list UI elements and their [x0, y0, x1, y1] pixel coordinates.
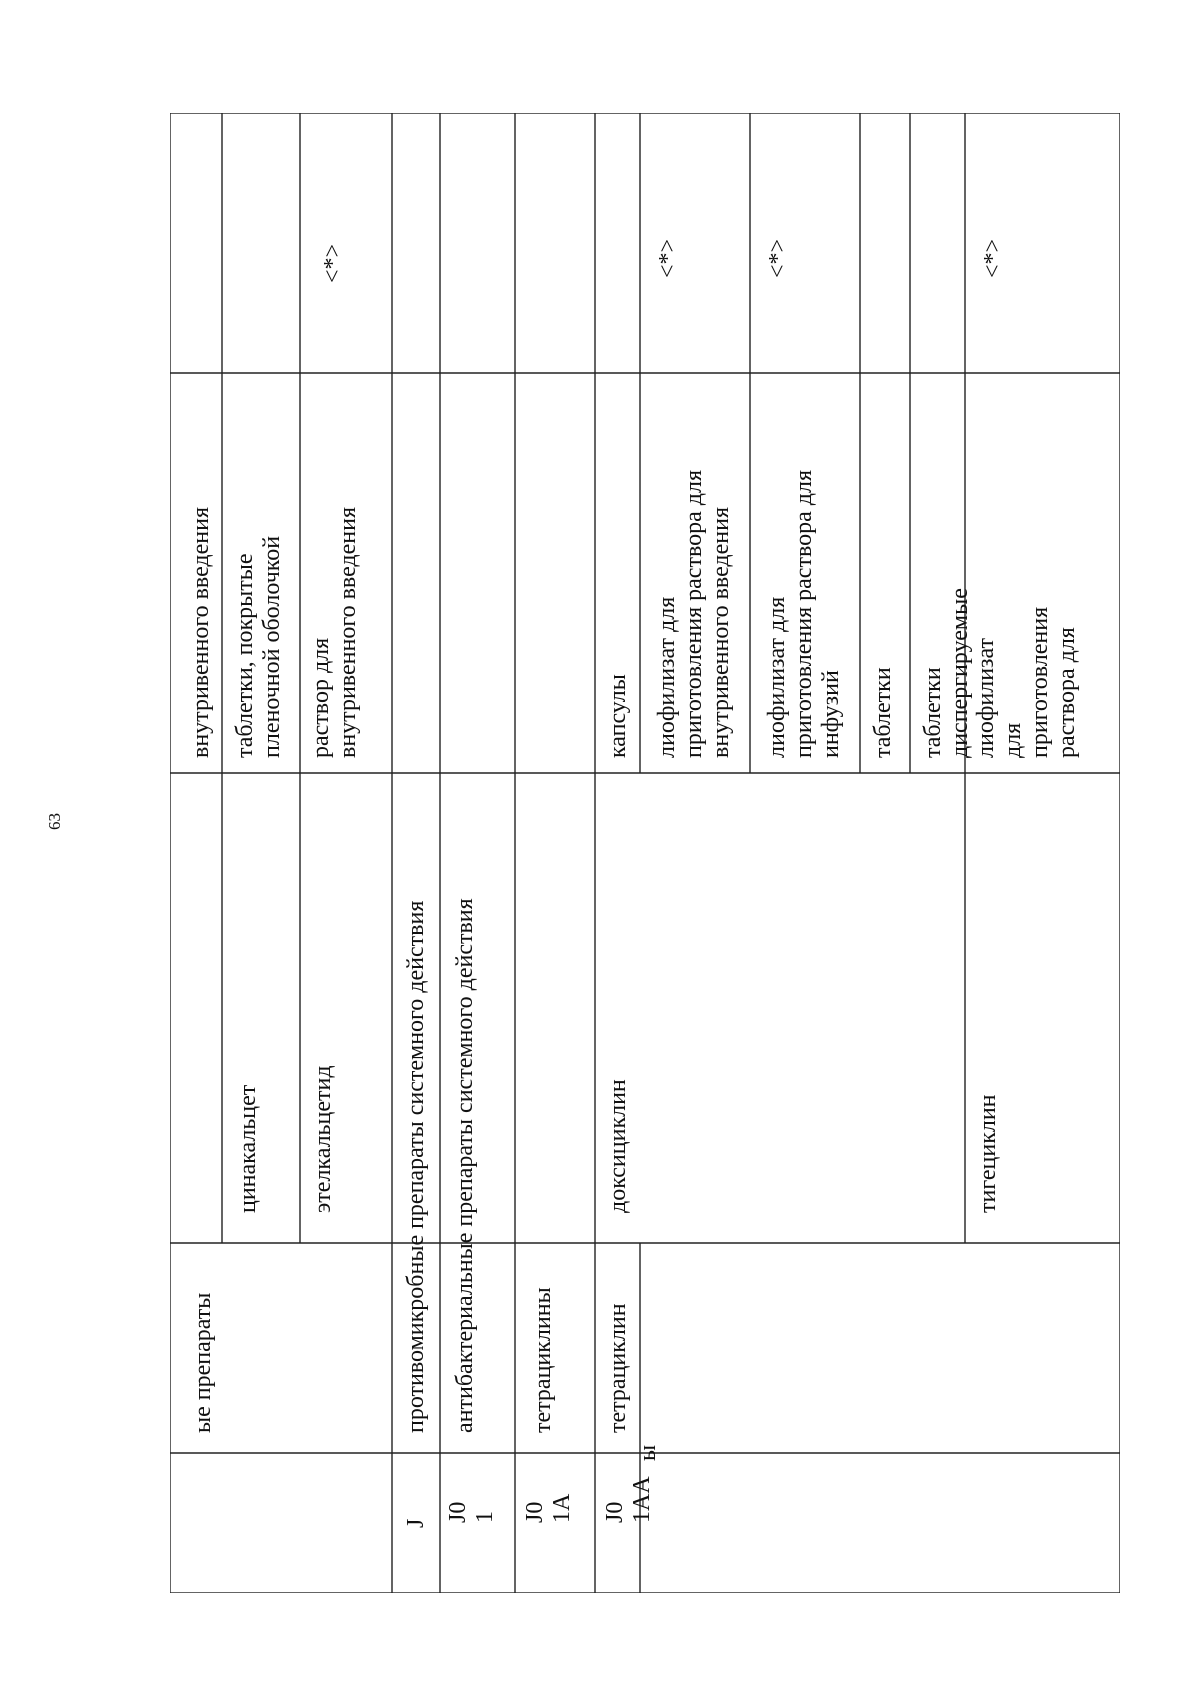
tigecycline-name: тигециклин: [975, 1094, 1001, 1213]
tigecycline-mark: <*>: [980, 238, 1006, 278]
code-J: J: [403, 1518, 429, 1528]
doxycycline-name: доксициклин: [605, 1079, 631, 1213]
medication-table: [170, 113, 1120, 1593]
group-J01AA-title: тетрациклин: [605, 1303, 631, 1433]
group-J01-title: антибактериальные препараты системного действия: [452, 898, 478, 1433]
doxycycline-form-1: капсулы: [605, 674, 631, 758]
cinacalcet-name: цинакальцет: [235, 1084, 261, 1213]
doxycycline-mark-2: <*>: [655, 238, 681, 278]
group-J-title: противомикробные препараты системного действия: [403, 900, 429, 1433]
doxycycline-form-4: таблетки: [870, 667, 896, 758]
page-number: 63: [45, 813, 64, 830]
code-J01: J0 1: [445, 1501, 498, 1523]
doxycycline-form-2: лиофилизат для приготовления раствора для внутривенного введения: [654, 470, 734, 758]
stray-fragment: ы: [635, 1444, 661, 1461]
code-J01A: J0 1A: [522, 1493, 575, 1523]
etelcalcetide-mark: <*>: [320, 243, 346, 283]
doxycycline-form-5: таблетки диспергируемые: [920, 588, 973, 758]
group-J01A-title: тетрациклины: [530, 1287, 556, 1433]
doxycycline-form-3: лиофилизат для приготовления раствора для инфузий: [764, 470, 844, 758]
tigecycline-form: лиофилизат для приготовления раствора для: [973, 606, 1080, 758]
form-tail-text: внутривенного введения: [188, 506, 214, 758]
code-J01AA: J0 1AA: [602, 1476, 655, 1523]
group-tail-text: ые препараты: [190, 1292, 216, 1433]
doxycycline-mark-3: <*>: [765, 238, 791, 278]
etelcalcetide-form: раствор для внутривенного введения: [308, 506, 361, 758]
cinacalcet-form: таблетки, покрытые пленочной оболочкой: [232, 535, 285, 758]
table-grid-lines: [170, 113, 1120, 1593]
etelcalcetide-name: этелкальцетид: [310, 1065, 336, 1213]
